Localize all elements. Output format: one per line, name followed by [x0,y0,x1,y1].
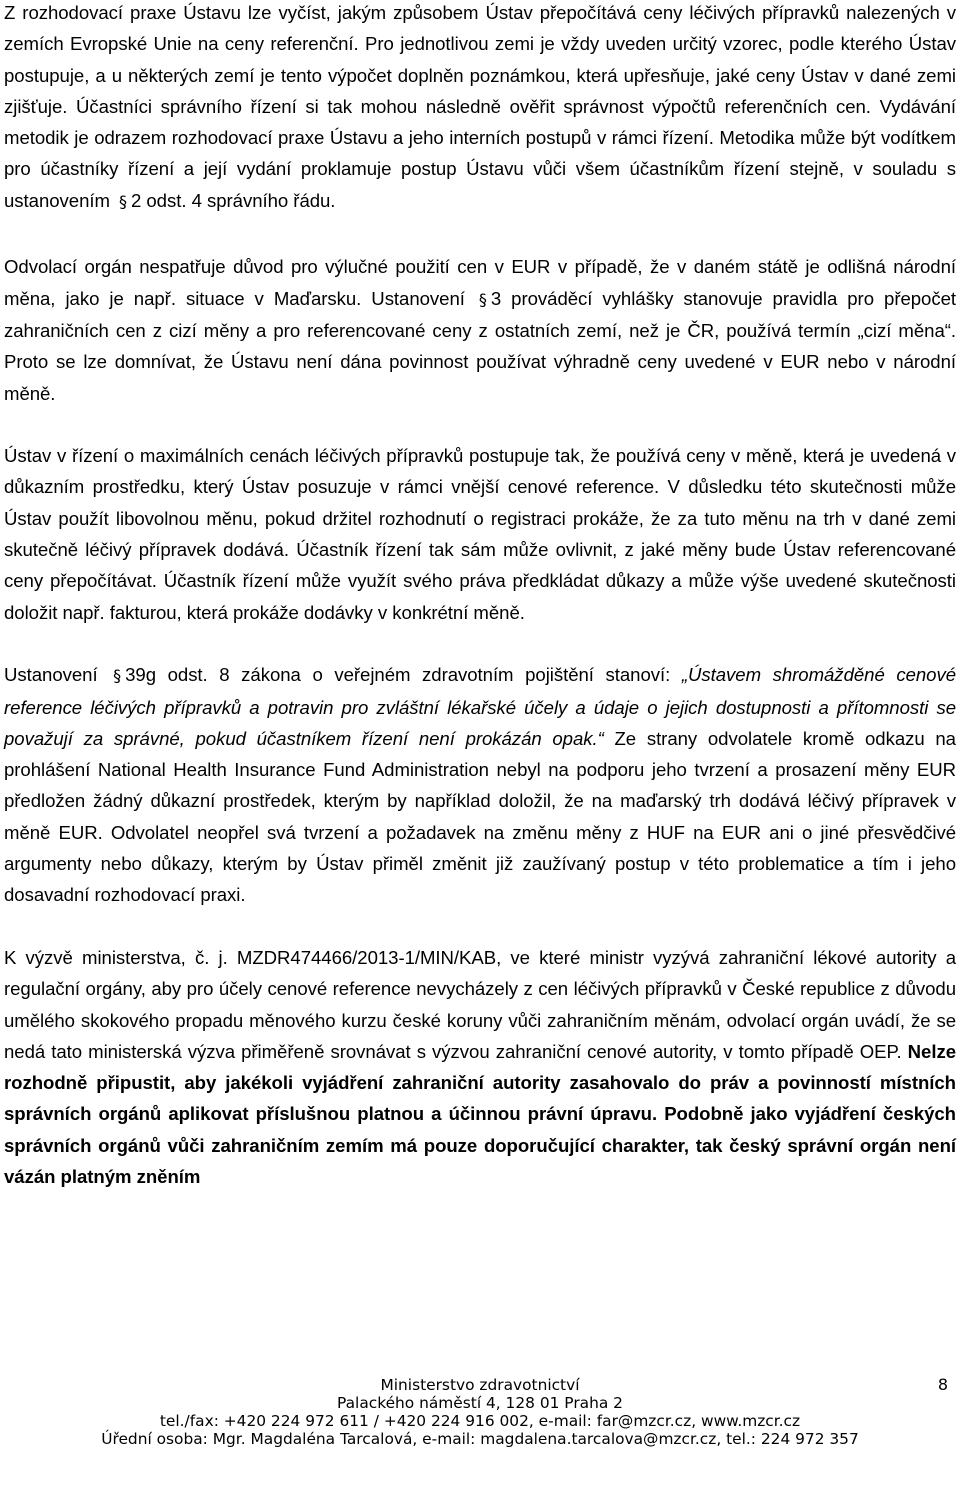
section-sign: § [113,666,122,686]
text-run: 3 prováděcí vyhlášky stanovuje pravidla pro přepočet zahraničních cen z cizí měny a pro referencované ceny z ostatních zemí, než je ČR, používá termín „cizí měna“. Proto se lze domnívat, že Ústavu není dána povinnost používat výhradně ceny uvedené v EUR nebo v národní měně. [4,287,956,404]
footer-official: Úřední osoba: Mgr. Magdaléna Tarcalová, e-mail: magdalena.tarcalova@mzcr.cz, tel.: 224 972 357 [101,1430,859,1448]
footer-organization: Ministerstvo zdravotnictví [380,1376,580,1394]
quoted-text: „Ústavem shromážděné cenové reference léčivých přípravků a potravin pro zvláštní lékařské účely a údaje o jejich dostupnosti a přítomnosti se považují za správné, pokud účastníkem řízení není prokázán opak.“ [4,664,956,749]
text-run: Ze strany odvolatele kromě odkazu na prohlášení National Health Insurance Fund Administration nebyl na podporu jeho tvrzení a prosazení měny EUR předložen žádný důkazní prostředek, kterým by například doložil, že na maďarský trh dodává léčivý přípravek v měně EUR. Odvolatel neopřel svá tvrzení a požadavek na změnu měny z HUF na EUR ani o jiné přesvědčivé argumenty nebo důkazy, kterým by Ústav přiměl změnit již zaužívaný postup v této problematice a tím i jeho dosavadní rozhodovací praxi. [4,727,956,906]
section-sign: § [478,289,487,309]
text-run: Z rozhodovací praxe Ústavu lze vyčíst, jakým způsobem Ústav přepočítává ceny léčivých přípravků nalezených v zemích Evropské Unie na ceny referenční. Pro jednotlivou zemi je vždy uveden určitý vzorec, podle kterého Ústav postupuje, a u některých zemí je tento výpočet doplněn poznámkou, která upřesňuje, jaké ceny Ústav v dané zemi zjišťuje. Účastníci správního řízení si tak mohou následně ověřit správnost výpočtů referenčních cen. Vydávání metodik je odrazem rozhodovací praxe Ústavu a jeho interních postupů v rámci řízení. Metodika může být vodítkem pro účastníky řízení a její vydání proklamuje postup Ústavu vůči všem účastníkům řízení stejně, v souladu s ustanovením [4,2,956,211]
text-run: Ustanovení [4,664,110,686]
text-run: Ústav v řízení o maximálních cenách léčivých přípravků postupuje tak, že používá ceny v měně, která je uvedená v důkazním prostředku, který Ústav posuzuje v rámci vnější cenové reference. V důsledku této skutečnosti může Ústav použít libovolnou měnu, pokud držitel rozhodnutí o registraci prokáže, že za tuto měnu na trh v dané zemi skutečně léčivý přípravek dodává. Účastník řízení tak sám může ovlivnit, z jaké měny bude Ústav referencované ceny přepočítávat. Účastník řízení může využít svého práva předkládat důkazy a může výše uvedené skutečnosti doložit např. fakturou, která prokáže dodávky v konkrétní měně. [4,445,956,623]
text-run: 2 odst. 4 správního řádu. [130,189,336,211]
paragraph-1 [4,0,956,217]
page-footer [0,1376,960,1448]
bold-text: Nelze rozhodně připustit, aby jakékoli vyjádření zahraniční autority zasahovalo do práv a povinností místních správních orgánů aplikovat příslušnou platnou a účinnou právní úpravu. Podobně jako vyjádření českých správních orgánů vůči zahraničním zemím má pouze doporučující charakter, tak český správní orgán není vázán platným zněním [4,1040,956,1187]
page-number: 8 [937,1375,948,1394]
text-run: 39g odst. 8 zákona o veřejném zdravotním pojištění stanoví: [125,664,682,686]
footer-address: Palackého náměstí 4, 128 01 Praha 2 [337,1394,623,1412]
paragraph-3 [4,440,956,628]
section-sign: § [119,191,127,211]
text-run: K výzvě ministerstva, č. j. MZDR474466/2013-1/MIN/KAB, ve které ministr vyzývá zahraniční lékové autority a regulační orgány, aby pro účely cenové reference nevycházely z cen léčivých přípravků v České republice z důvodu umělého skokového propadu měnového kurzu české koruny vůči zahraničním měnám, odvolací orgán uvádí, že se nedá tato ministerská výzva přiměřeně srovnávat s výzvou zahraniční cenové autority, v tomto případě OEP. [4,946,956,1062]
paragraph-2 [4,251,956,408]
document-body [4,0,956,1192]
footer-contact: tel./fax: +420 224 972 611 / +420 224 916 002, e-mail: far@mzcr.cz, www.mzcr.cz [159,1412,801,1430]
paragraph-5 [4,942,956,1192]
text-run: Odvolací orgán nespatřuje důvod pro výlučné použití cen v EUR v případě, že v daném státě je odlišná národní měna, jako je např. situace v Maďarsku. Ustanovení [4,256,956,309]
paragraph-4 [4,659,956,910]
